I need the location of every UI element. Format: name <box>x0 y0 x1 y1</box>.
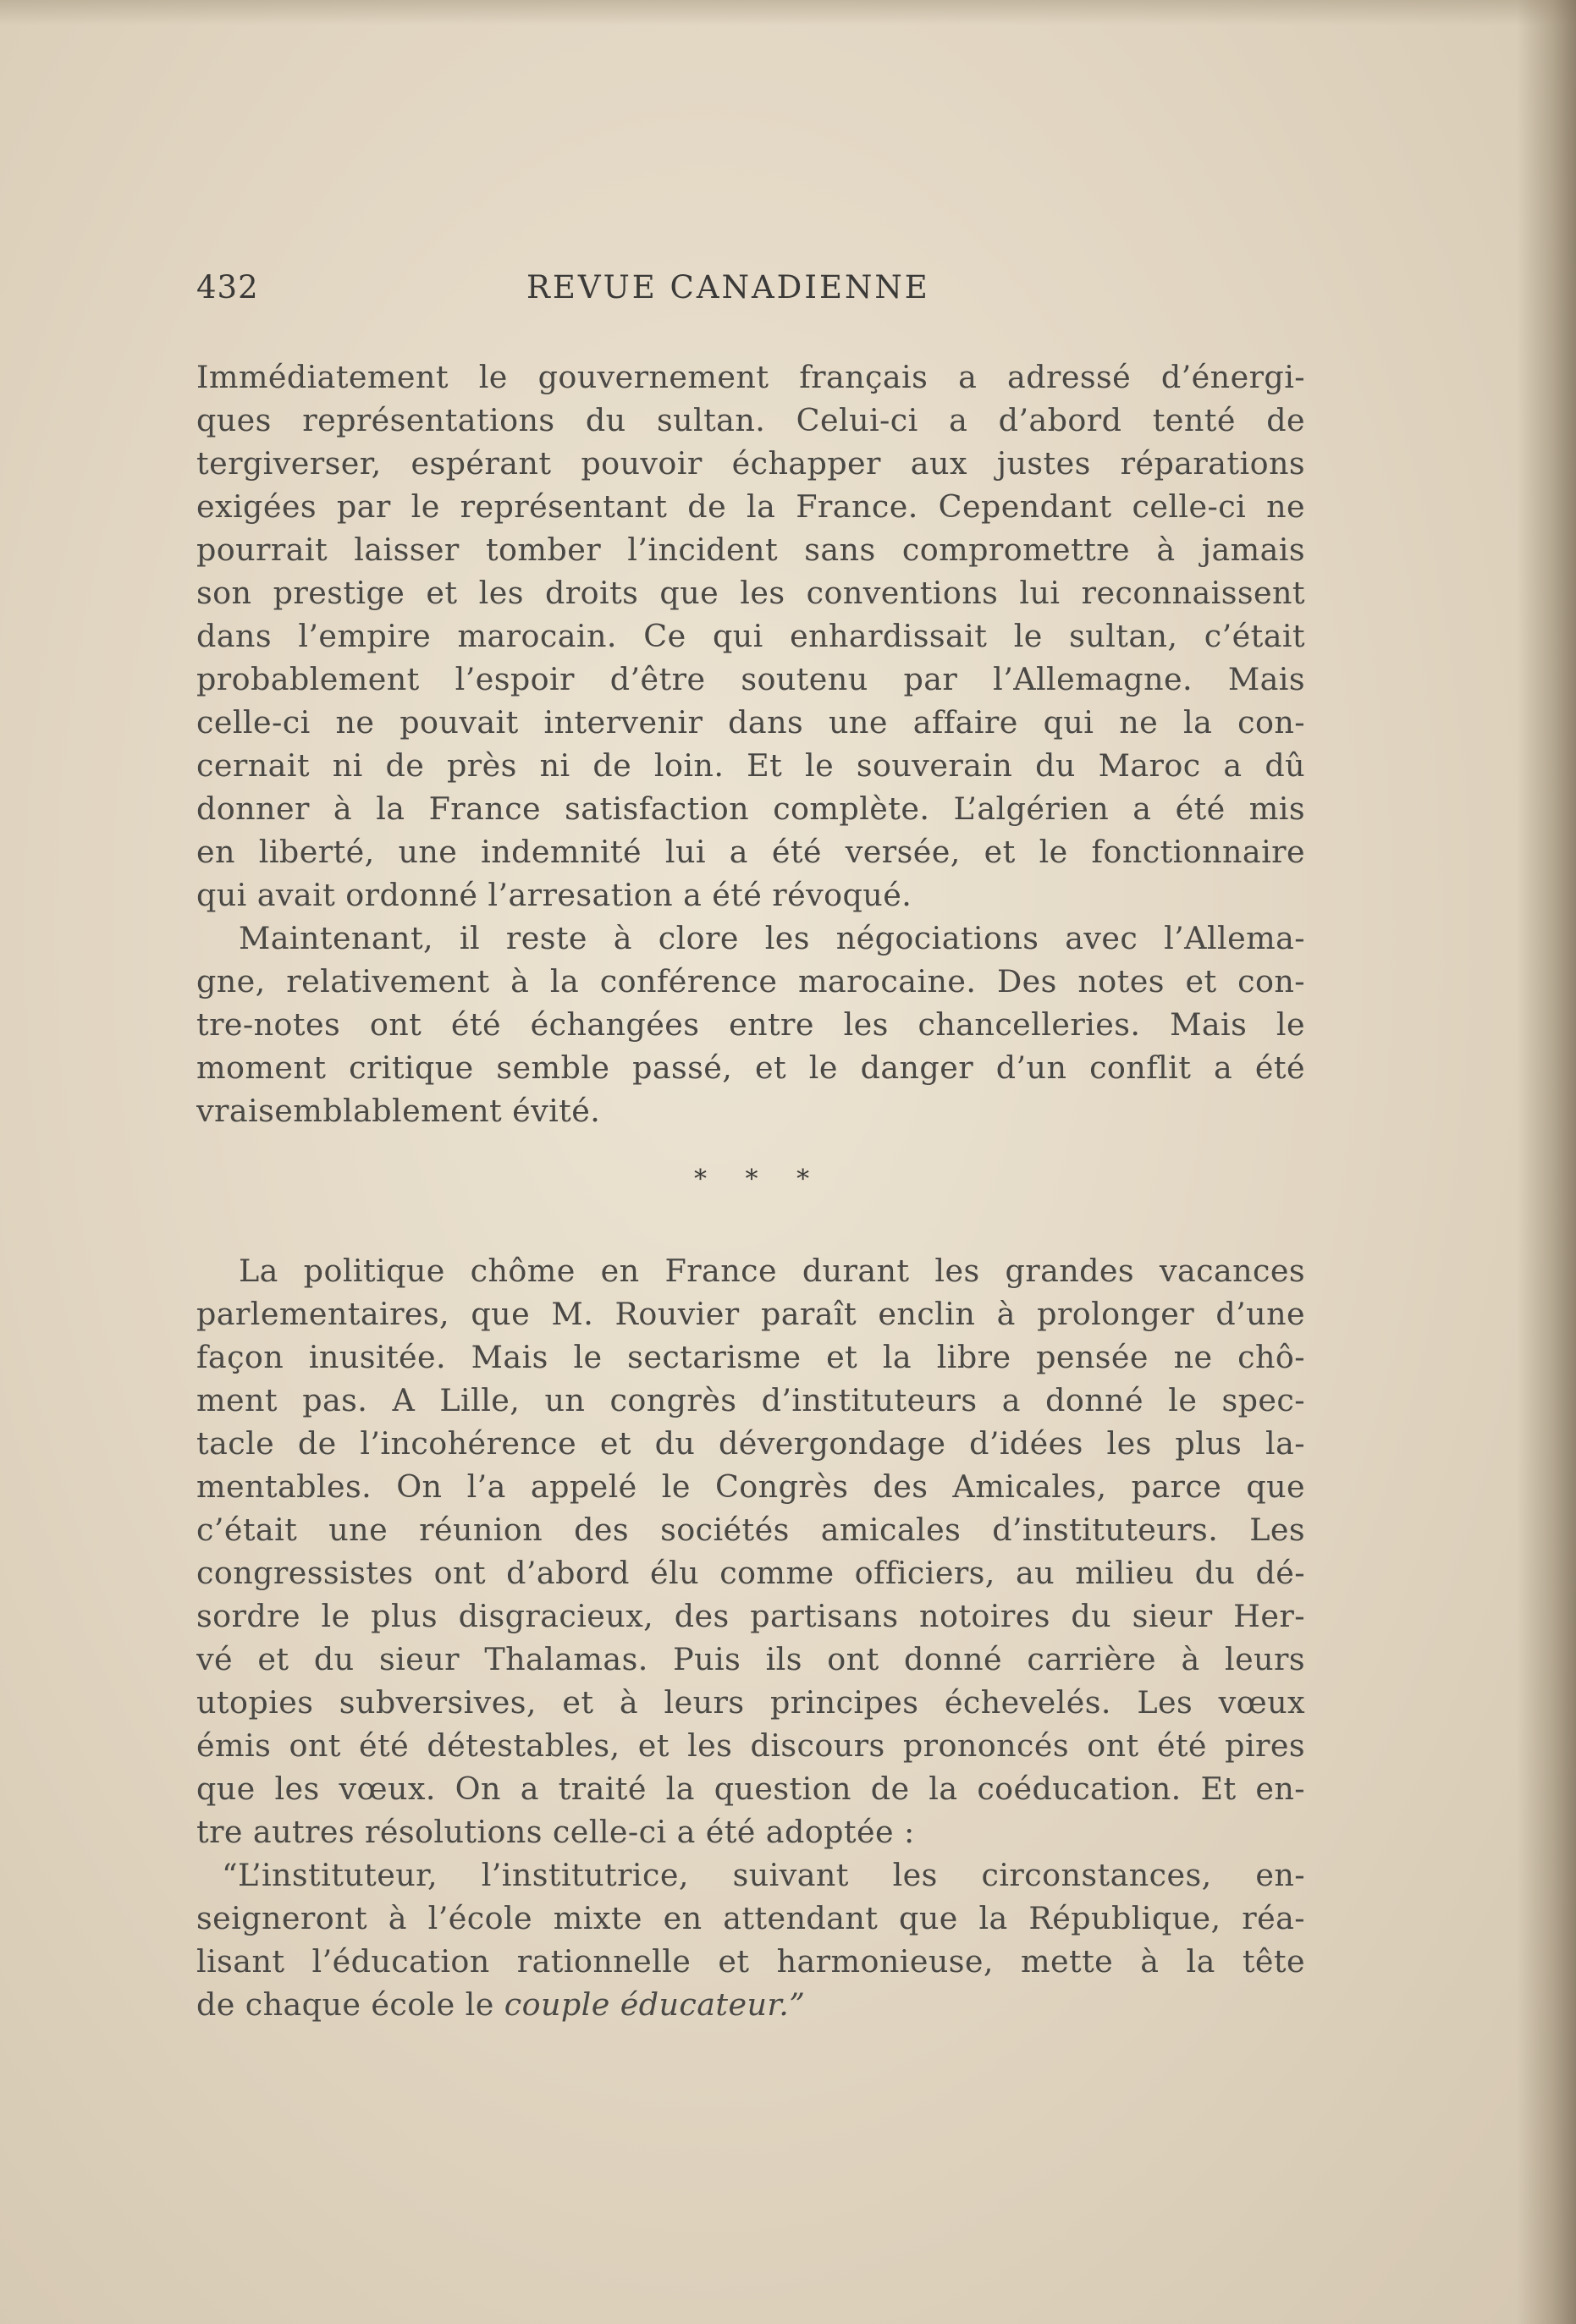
text-line: Immédiatement le gouvernement français a adressé d’énergi- <box>196 359 1305 395</box>
text-line: ment pas. A Lille, un congrès d’instituteurs a donné le spec- <box>196 1382 1305 1418</box>
page-shadow-top <box>0 0 1576 25</box>
text-fragment: de chaque école le <box>196 1986 504 2023</box>
page-number: 432 <box>196 269 259 306</box>
page-binding-shadow <box>1517 0 1576 2324</box>
running-title: REVUE CANADIENNE <box>526 269 930 306</box>
text-line: tacle de l’incohérence et du dévergondage d’idées les plus la- <box>196 1425 1305 1462</box>
text-line: congressistes ont d’abord élu comme officiers, au milieu du dé- <box>196 1555 1305 1591</box>
text-line: moment critique semble passé, et le danger d’un conflit a été <box>196 1049 1305 1086</box>
text-line: son prestige et les droits que les conventions lui reconnaissent <box>196 575 1305 611</box>
text-line: Maintenant, il reste à clore les négociations avec l’Allema- <box>239 920 1305 956</box>
text-line: utopies subversives, et à leurs principes échevelés. Les vœux <box>196 1684 1305 1721</box>
article-section-1 <box>196 355 1305 1132</box>
text-line: qui avait ordonné l’arresation a été révoqué. <box>196 877 912 913</box>
text-line: c’était une réunion des sociétés amicales d’instituteurs. Les <box>196 1512 1305 1548</box>
text-line: tre-notes ont été échangées entre les chancelleries. Mais le <box>196 1006 1305 1043</box>
page-header <box>196 269 1331 311</box>
text-line: cernait ni de près ni de loin. Et le souverain du Maroc a dû <box>196 747 1305 784</box>
section-separator: * * * <box>694 1165 825 1194</box>
text-line: “L’instituteur, l’institutrice, suivant les circonstances, en- <box>222 1857 1305 1893</box>
text-line: dans l’empire marocain. Ce qui enhardissait le sultan, c’était <box>196 618 1305 654</box>
text-line: exigées par le représentant de la France. Cependant celle-ci ne <box>196 488 1305 525</box>
text-line: probablement l’espoir d’être soutenu par l’Allemagne. Mais <box>196 661 1305 697</box>
text-line: parlementaires, que M. Rouvier paraît enclin à prolonger d’une <box>196 1296 1305 1332</box>
text-line: celle-ci ne pouvait intervenir dans une affaire qui ne la con- <box>196 704 1305 741</box>
text-line: en liberté, une indemnité lui a été versée, et le fonctionnaire <box>196 834 1305 870</box>
text-line: pourrait laisser tomber l’incident sans compromettre à jamais <box>196 531 1305 568</box>
text-line: vé et du sieur Thalamas. Puis ils ont donné carrière à leurs <box>196 1641 1305 1677</box>
text-line: lisant l’éducation rationnelle et harmonieuse, mette à la tête <box>196 1943 1305 1980</box>
text-line: gne, relativement à la conférence marocaine. Des notes et con- <box>196 963 1305 1000</box>
text-line: sordre le plus disgracieux, des partisans notoires du sieur Her- <box>196 1598 1305 1634</box>
text-line: tergiverser, espérant pouvoir échapper aux justes réparations <box>196 445 1305 482</box>
text-line: mentables. On l’a appelé le Congrès des Amicales, parce que <box>196 1468 1305 1505</box>
text-line: tre autres résolutions celle-ci a été adoptée : <box>196 1814 915 1850</box>
text-line: vraisemblablement évité. <box>196 1093 601 1129</box>
article-section-2 <box>196 1249 1305 2026</box>
text-line: La politique chôme en France durant les grandes vacances <box>239 1253 1305 1289</box>
text-line: façon inusitée. Mais le sectarisme et la libre pensée ne chô- <box>196 1339 1305 1375</box>
text-line-last <box>196 1983 1305 2026</box>
italic-phrase: couple éducateur.” <box>504 1986 806 2023</box>
text-line: seigneront à l’école mixte en attendant que la République, réa- <box>196 1900 1305 1936</box>
text-line: ques représentations du sultan. Celui-ci a d’abord tenté de <box>196 402 1305 438</box>
text-line: émis ont été détestables, et les discours prononcés ont été pires <box>196 1727 1305 1764</box>
text-line: que les vœux. On a traité la question de la coéducation. Et en- <box>196 1771 1305 1807</box>
text-line: donner à la France satisfaction complète. L’algérien a été mis <box>196 790 1305 827</box>
